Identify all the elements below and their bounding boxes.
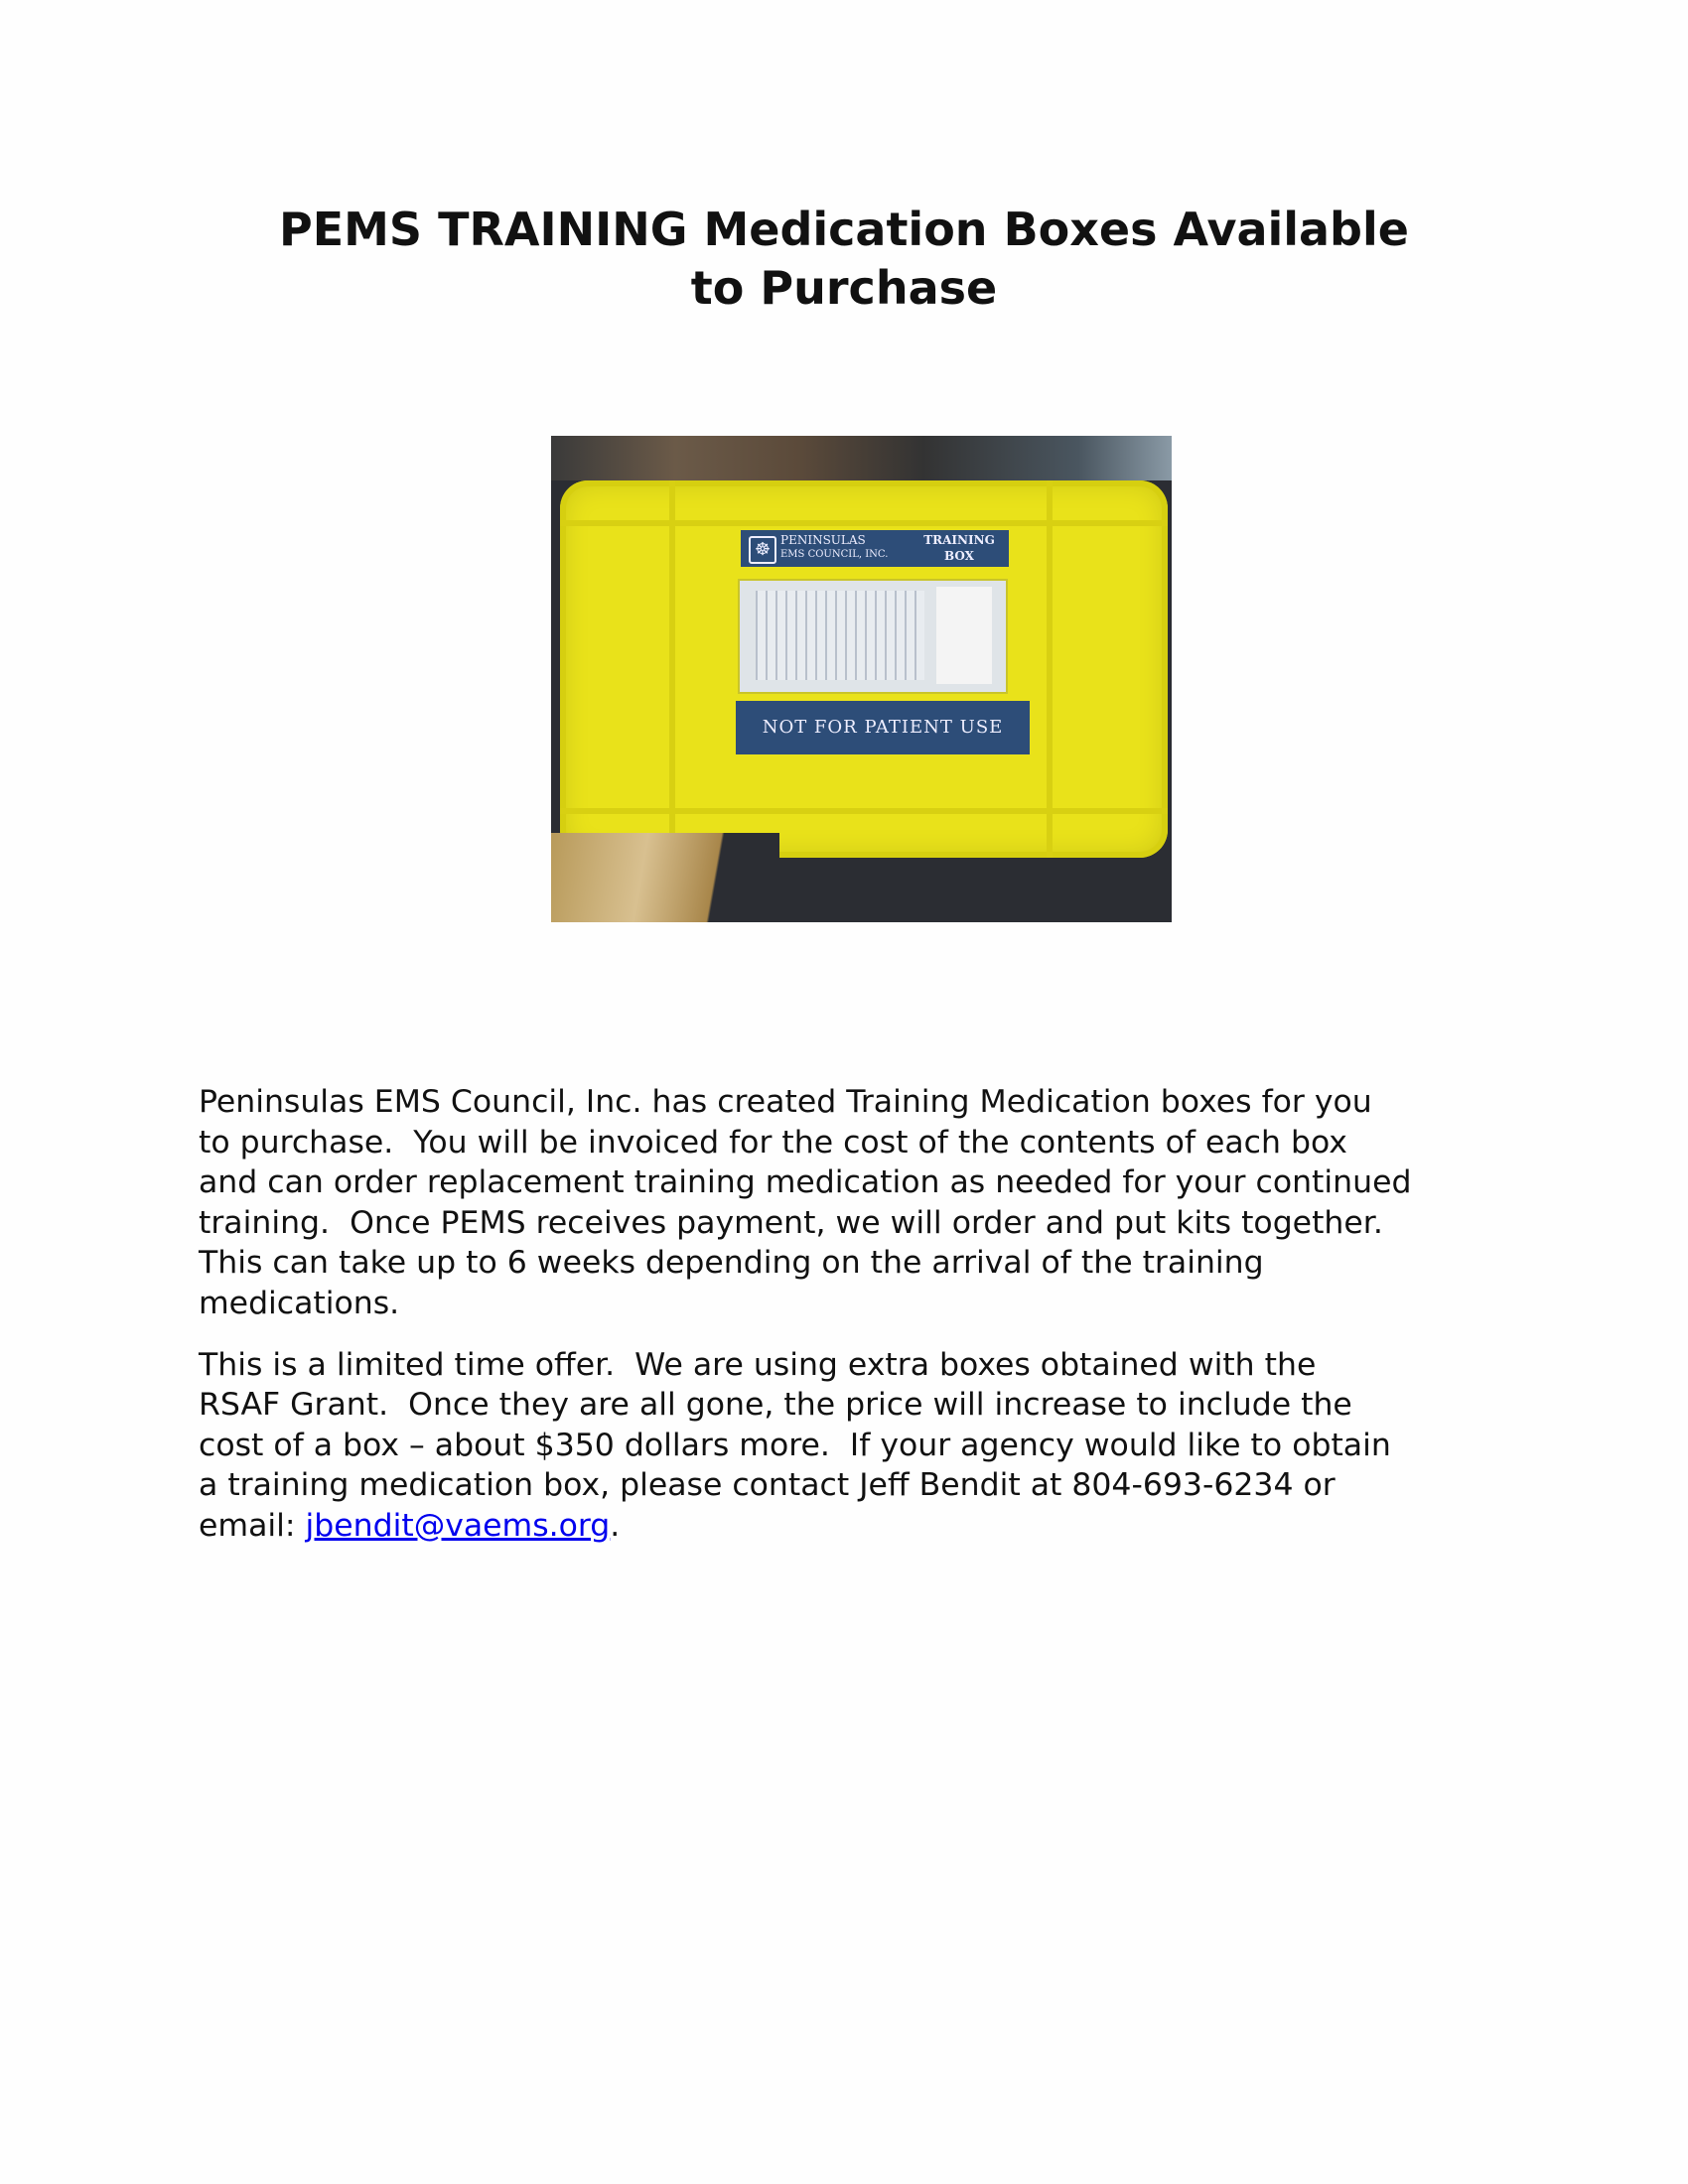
- text-line: to purchase. You will be invoiced for the cost of the contents of each box: [199, 1124, 1347, 1160]
- text-line: a training medication box, please contact Jeff Bendit at 804-693-6234 or: [199, 1467, 1336, 1504]
- title-line-2: to Purchase: [690, 261, 998, 315]
- text-line: This can take up to 6 weeks depending on the arrival of the training: [199, 1245, 1264, 1282]
- medication-boxes: [551, 833, 779, 922]
- case-rib: [669, 480, 675, 858]
- email-prefix: email:: [199, 1507, 306, 1544]
- email-link[interactable]: jbendit@vaems.org: [305, 1507, 611, 1544]
- org-label-line-1: PENINSULAS: [780, 533, 866, 547]
- inventory-sheet: [756, 591, 924, 680]
- page-title: [0, 201, 1688, 318]
- org-label-line-2: EMS COUNCIL, INC.: [780, 549, 889, 560]
- case-rib: [560, 520, 1168, 526]
- case-rib: [1047, 480, 1053, 858]
- text-line: and can order replacement training medication as needed for your continued: [199, 1164, 1412, 1201]
- inventory-sheet-side: [936, 587, 992, 684]
- text-line: [199, 1506, 1411, 1547]
- paragraph-intro: [199, 1082, 1411, 1324]
- text-line: RSAF Grant. Once they are all gone, the price will increase to include the: [199, 1387, 1352, 1424]
- text-line: training. Once PEMS receives payment, we will order and put kits together.: [199, 1204, 1383, 1241]
- photo-background: [551, 436, 1172, 480]
- organization-label: [741, 530, 1009, 567]
- case-rib: [560, 808, 1168, 814]
- box-label-line-2: BOX: [944, 549, 974, 563]
- title-line-1: PEMS TRAINING Medication Boxes Available: [279, 203, 1409, 256]
- not-for-patient-use-label: NOT FOR PATIENT USE: [736, 701, 1030, 754]
- text-line: Peninsulas EMS Council, Inc. has created Training Medication boxes for you: [199, 1084, 1372, 1120]
- text-line: This is a limited time offer. We are using extra boxes obtained with the: [199, 1346, 1317, 1383]
- email-suffix: .: [610, 1507, 621, 1544]
- box-label-line-1: TRAINING: [923, 533, 995, 547]
- body-text: [199, 1082, 1411, 1568]
- training-box-photo: [551, 436, 1172, 922]
- document-window: [738, 579, 1008, 694]
- paragraph-offer: [199, 1345, 1411, 1547]
- text-line: medications.: [199, 1285, 400, 1321]
- ship-wheel-icon: ☸: [749, 536, 776, 564]
- text-line: cost of a box – about $350 dollars more. If your agency would like to obtain: [199, 1427, 1391, 1463]
